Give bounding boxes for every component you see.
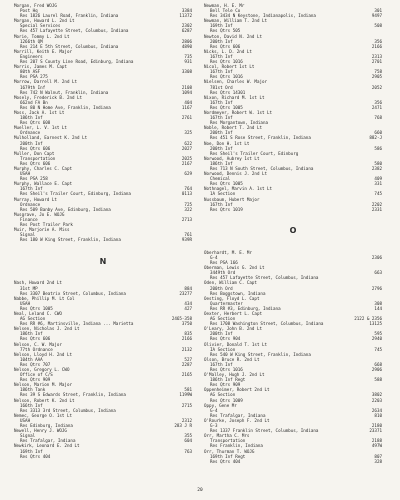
entry-text: G-4 [210,254,218,260]
entry-text: Res Edinburg, Indiana [20,423,73,429]
entry-text: Res 457 Lafayette Street, Columbus, Indiana [210,275,319,281]
entry-number: 629 [184,171,192,177]
entry-text: Res Qtrs 904 [210,336,241,342]
entry-text: Res Qtrs 1016 [210,367,243,372]
entry-text: Engineers [20,53,43,59]
entry-number: 668 [374,361,382,367]
entry-text: Oberman, Lewis G. 2nd Lt [204,265,265,271]
entry-text: Quartermaster [210,300,243,306]
entry-number: 2027 [181,145,192,151]
entry-text: Res Qtrs 1016 [210,59,243,65]
entry-text: Newman, H. E. Mr [204,3,245,8]
entry-text: Morgan, Fred WOJG [14,3,57,8]
entry-text: Murphy, Wallace E. Capt [14,181,72,187]
entry-text: Bell Tele Co [210,8,241,14]
entry-number: 2713 [181,216,192,222]
entry-text: Transportation [20,155,56,161]
entry-text: Morgan, Howard L. 2nd Lt [14,18,75,24]
entry-number: 761 [184,232,192,238]
directory-line [14,237,192,242]
entry-number: 2166 [181,336,192,342]
entry-text: Res Qtrs 14301 [210,89,246,95]
entry-number: 939R [181,237,192,243]
entry-number: 2331 [371,206,382,212]
entry-text: 186th Tank [20,387,46,393]
entry-text: 167th Inf [210,201,233,207]
entry-number: 23277 [179,290,192,296]
entry-number: 2122 & 2356 [354,316,382,322]
entry-text: Res 3434 N Keystone, Indianapolis, Indiana [210,13,316,19]
entry-text: 167th Inf [210,115,233,121]
entry-text: Moss, Jack A. 1st Lt [14,109,65,115]
entry-text: 31st MP [20,285,38,291]
entry-text: Transportation [210,438,246,444]
entry-text: Newell, Henry J. WOJG [14,428,67,434]
entry-number: 2471 [371,104,382,110]
entry-number: 2940 [371,336,382,342]
entry-text: AG Section [210,316,236,322]
entry-number: 404 [184,99,192,105]
entry-text: 662nd FA Bn [20,99,48,105]
entry-text: Res Qtrs 1005 [20,305,53,311]
entry-text: Res Qtrs 505 [210,28,241,34]
entry-number: 2465-358 [171,316,192,322]
entry-text: Noe, Don H. 1st Lt [204,140,250,146]
entry-number: 356 [374,38,382,44]
entry-number: 764 [184,186,192,192]
entry-number: 604 [184,438,192,444]
entry-text: Res Morgantown, Indiana [210,120,268,126]
entry-text: 200th Inf [210,130,233,136]
entry-number: 2166 [371,43,382,49]
entry-number: 1199W [179,392,192,398]
entry-text: Oppenheimer, Robert 2nd Lt [204,387,270,393]
entry-text: Ordnance [20,201,41,207]
entry-text: Nelson, Lloyd H. 2nd Lt [14,351,72,357]
entry-text: Res Qtrs 1019 [210,206,243,212]
entry-text: Res Qtrs 606 [20,160,51,166]
entry-text: 77th Ordnance [20,346,53,352]
entry-text: Res Qtrs 909 [20,377,51,383]
entry-text: Nelson, Marion M. Major [14,382,72,388]
entry-number: 931 [184,59,192,65]
entry-number: 4890 [181,43,192,49]
entry-text: Res Qtrs 707 [20,361,51,367]
directory-line [204,207,382,212]
entry-text: O'Malley, Hugh J. 2nd Lt [204,372,265,378]
entry-text: 200th Inf [20,140,43,146]
entry-number: 2306 [371,254,382,260]
entry-text: Oexter, Herbert L. Capt [204,310,262,316]
entry-text: 80th ASF [20,69,41,75]
entry-number: 2167 [181,160,192,166]
entry-text: Oden, William C. Capt [204,280,257,286]
entry-text: Res Boggstown, Indiana [210,290,266,296]
entry-text: Nemec, George O. 1st Lt [14,412,72,418]
entry-number: 508 [374,23,382,29]
entry-text: Newkirk, Leonard E. 2nd Lt [14,443,80,449]
entry-text: G-4 [210,407,218,413]
entry-number: 497W [371,443,382,449]
entry-number: 3802 [371,392,382,398]
entry-number: 427 [184,305,192,311]
entry-number: 2701 [371,59,382,65]
entry-number: 283 J R [174,423,192,429]
entry-text: 167th Inf [210,99,233,105]
entry-text: Res Sheil's Trailer Court, Edinburg, Indiana [20,191,131,197]
entry-number: 2287 [181,361,192,367]
entry-number: 409 [374,176,382,182]
entry-number: 2906 [371,367,382,372]
entry-number: 758 [374,69,382,75]
entry-number: 2108 [181,84,192,90]
entry-text: Morris, James M. Capt [14,64,67,70]
entry-text: Mueller, L. V. 1st Lt [14,125,67,131]
entry-number: 2312 [181,417,192,423]
entry-text: Nothnagel, Marvin A. 1st Lt [204,186,273,192]
entry-number: 622 [184,140,192,146]
entry-number: 2180 [371,423,382,429]
entry-text: Res Qtrs 1009 [210,397,243,403]
entry-number: 144 [374,305,382,311]
entry-text: Res Qtrs 404 [20,453,51,459]
entry-number: 2905 [371,74,382,80]
entry-number: 0113 [181,191,192,197]
entry-text: O'Rourke, Joseph F. 2nd Lt [204,417,270,423]
section-letter: N [99,256,107,266]
entry-text: Morie, Tommy L. 2nd Lt [14,33,70,39]
entry-text: Nelson, Robert K. 2nd Lt [14,397,75,403]
entry-text: Mulholland, Earnest K. 2nd Lt [14,135,88,141]
entry-text: Nixon, Richard M. 1st Lt [204,94,265,100]
entry-text: Musgrave, Jo E. WOJG [14,211,65,217]
entry-text: Res Qtrs 909 [210,382,241,388]
entry-text: G-3 [210,423,218,429]
entry-number: 2761 [181,115,192,121]
entry-text: Res 207 S County Line Road, Edinburg, Indiana [20,59,134,65]
entry-number: 356 [374,99,382,105]
entry-number: 882-J [369,135,382,141]
entry-text: Murphy, Charles C. Capt [14,166,72,171]
entry-number: 308 [374,300,382,306]
entry-text: 200th Inf [210,331,233,337]
entry-text: Res 742 N Walnut, Franklin, Indiana [20,89,109,95]
entry-number: 745 [374,346,382,352]
entry-number: 745 [374,191,382,197]
entry-number: 807 [374,453,382,459]
entry-text: Res Sheil's Trailer Court, Edinburg [210,150,299,156]
entry-text: USAH [20,417,31,423]
entry-text: Res PSA 166 [210,260,238,266]
entry-text: 186th Inf [210,160,233,166]
page-number: 20 [197,488,203,493]
entry-text: Oberhardt, M. E. Mr [204,249,252,255]
entry-text: 169th Inf [20,448,43,454]
entry-text: Res 713 N South Street, Columbus, Indiana [210,166,314,171]
entry-number: 580 [374,160,382,166]
entry-text: 200th Ord [210,285,233,291]
entry-number: 322 [184,206,192,212]
entry-text: Res Qtrs 606 [210,43,241,49]
entry-number: 663 [374,270,382,276]
left-column [14,3,192,459]
entry-text: AG Section [20,316,46,322]
entry-text: 104th AAA [20,356,43,362]
entry-number: 2132 [181,346,192,352]
entry-text: 167th Inf [210,361,233,367]
entry-number: 2025 [181,155,192,161]
entry-text: Nelson, Gregory L. CWO [14,367,70,372]
entry-number: 2382 [371,166,382,171]
entry-text: Nussbaum, Hubert Major [204,196,260,202]
entry-number: 2165 [181,372,192,378]
entry-text: Nordmeyer, Robert W. 1st Lt [204,109,273,115]
entry-text: Finance [20,216,38,222]
entry-text: Newton, David N. 2nd Lt [204,33,262,39]
entry-text: Res 180 W King Street, Franklin, Indiana [20,237,121,243]
entry-text: Neal, Leland C. CWO [14,310,62,316]
entry-text: 200th Inf [210,145,233,151]
entry-text: Post Hq [20,8,38,14]
entry-text: Norwood, Aubrey 1st Lt [204,155,260,161]
entry-text: Orr, Thurman T. WOJG [204,448,255,454]
entry-text: Newman, William T. 2nd Lt [204,18,268,24]
entry-text: AG Section [210,392,236,398]
entry-text: Orr, Martha C. Mrs [204,433,250,439]
entry-number: 3750 [181,321,192,327]
entry-number: 2188 [371,438,382,444]
entry-text: Res 457 Lafayette Street, Columbus, Indiana [20,28,129,34]
entry-text: Nash, Howard 2nd Lt [14,280,62,286]
entry-text: Nelsen, Nicholas J. 2nd Lt [14,326,80,332]
entry-number: 2302 [181,23,192,29]
entry-text: 781st Ord [210,84,233,90]
entry-text: Res 3313 3rd Street, Columbus, Indiana [20,407,116,413]
entry-number: 11372 [179,13,192,19]
entry-text: Chemical [210,176,231,182]
entry-text: Res RR #3, Edinburg, Indiana [210,305,281,311]
entry-text: Res Qtrs 608 [20,120,51,126]
entry-text: Ordnance [20,130,41,136]
entry-number: 2796 [371,285,382,291]
entry-number: 588 [374,377,382,383]
entry-text: IA Section [210,346,236,352]
entry-text: Res 1337 Franklin Street, Columbus, Indiana [210,428,319,434]
entry-text: USAH [20,171,31,177]
entry-text: 167th Inf [20,186,43,192]
entry-text: Res Qtrs 1016 [210,74,243,80]
entry-number: 434 [184,300,192,306]
entry-text: Muller, Don Capt [14,150,55,156]
entry-number: 355 [184,433,192,439]
entry-text: 186th Inf Regt [210,377,246,383]
entry-number: 23371 [369,428,382,434]
entry-number: 2634 [371,407,382,413]
entry-number: 2313 [371,53,382,59]
right-column [204,3,382,464]
entry-text: Olivier, Donald T. 1st Lt [204,341,268,347]
entry-number: 581 [184,387,192,393]
entry-number: 735 [184,53,192,59]
entry-text: Res 509 Banby Ave, Edinburg, Indiana [20,206,111,212]
entry-text: Noble, Robert T. 2nd Lt [204,125,262,131]
entry-text: Res Post Trailer Park [20,222,73,228]
entry-text: Res PSA 258 [20,176,48,182]
directory-line [14,454,192,459]
entry-number: 2715 [181,402,192,408]
entry-text: 1679th Inf [20,84,46,90]
entry-number: 1167 [181,104,192,110]
entry-text: Res Trafalgar, Indiana [210,412,266,418]
entry-text: 169th Inf [210,23,233,29]
entry-number: 3308 [181,69,192,75]
entry-text: Res Qtrs 1005 [210,104,243,110]
entry-text: Res 214 E 5th Street, Columbus, Indiana [20,43,119,49]
entry-text: Res Qtrs 1005 [210,181,243,187]
entry-number: 586 [374,145,382,151]
entry-text: Nelson, C. W. Major [14,341,62,347]
entry-text: Office of C/S [20,372,53,378]
entry-text: Oesting, Floyd L. Capt [204,295,260,301]
entry-number: 527 [184,356,192,362]
entry-text: Olson, Bruce R. 2nd Lt [204,356,260,362]
entry-text: Res 39 S Edwards Street, Franklin, Indiana [20,392,126,398]
entry-number: 595 [374,331,382,337]
entry-number: 725 [184,201,192,207]
entry-number: 325 [184,130,192,136]
entry-text: Morrow, Darrell M. 2nd Lt [14,79,78,85]
entry-text: Signal [20,232,36,238]
entry-text: Murray, Howard Lt [14,196,57,202]
entry-text: Nicks, L. D. 2nd Lt [204,48,252,54]
entry-text: Res 451 S Rose Street, Franklin, Indiana [210,135,311,141]
entry-number: 763 [184,448,192,454]
entry-text: Mosely, Frederick B. 2nd Lt [14,94,83,100]
entry-text: Signal [20,433,36,439]
entry-number: 2806 [181,38,192,44]
entry-text: Res Franklin, Indiana [210,443,263,449]
directory-line [204,459,382,464]
entry-text: Special Services [20,23,61,29]
entry-text: 186th Inf [20,115,43,121]
entry-text: Norwood, Dennis J. 2nd Lt [204,171,268,177]
entry-text: Res 80 N Home Ave, Franklin, Indiana [20,104,111,110]
entry-text: Nielsen, Charles W. Major [204,79,268,85]
section-letter: O [289,226,297,236]
entry-text: Nabbe, Phillip M. Lt Col [14,295,75,301]
entry-text: Res Qtrs 404 [210,458,241,464]
entry-text: 3449th Ord [210,270,236,276]
entry-number: 6287 [181,28,192,34]
entry-text: Res 3307 Beatrix Street, Columbus, Indiana [20,290,126,296]
entry-text: Res 540 W King Street, Franklin, Indiana [210,351,311,357]
entry-text: Nicol, Robert 1st Lt [204,64,255,70]
entry-number: 835 [184,331,192,337]
entry-text: O'Leary, John B. 2nd Lt [204,326,262,332]
entry-text: Res PSA 275 [20,74,48,80]
entry-text: 200th Inf [210,38,233,44]
entry-text: Res 1708 Washington Street, Columbus, Indiana [210,321,324,327]
entry-text: Morrill, Keith E. Major [14,48,72,54]
entry-number: 331 [374,181,382,187]
entry-text: 186th Inf [20,331,43,337]
entry-text: Res RR #6, Martinsville, Indiana ... Marietta [20,321,134,327]
entry-text: 1A Section [210,191,236,197]
entry-number: 3384 [181,8,192,14]
entry-text: Muir, Marjorie A. Miss [14,227,70,233]
entry-number: 2203 [371,397,382,403]
entry-text: Oppy, Gene Mr [204,402,237,408]
entry-number: 2202 [371,201,382,207]
entry-text: 169th Inf Regt [210,453,246,459]
entry-text: 167th Inf [210,69,233,75]
entry-number: 301 [374,8,382,14]
entry-text: 166th Inf [20,402,43,408]
entry-text: Res Qtrs 606 [20,145,51,151]
entry-text: Res 1826 Laurel Road, Franklin, Indiana [20,13,119,19]
entry-text: 1266th QM [20,38,43,44]
entry-number: 810 [374,412,382,418]
entry-number: 768 [374,115,382,121]
entry-number: 660 [374,130,382,136]
entry-number: 328 [374,458,382,464]
entry-text: Res Trafalgar, Indiana [20,438,76,444]
entry-text: 167th Inf [210,53,233,59]
entry-number: 884 [184,285,192,291]
entry-number: 9497 [371,13,382,19]
entry-number: 1094 [181,89,192,95]
entry-number: 13125 [369,321,382,327]
entry-text: Res Qtrs 606 [20,336,51,342]
entry-number: 2052 [371,84,382,90]
entry-text: USAH [20,300,31,306]
